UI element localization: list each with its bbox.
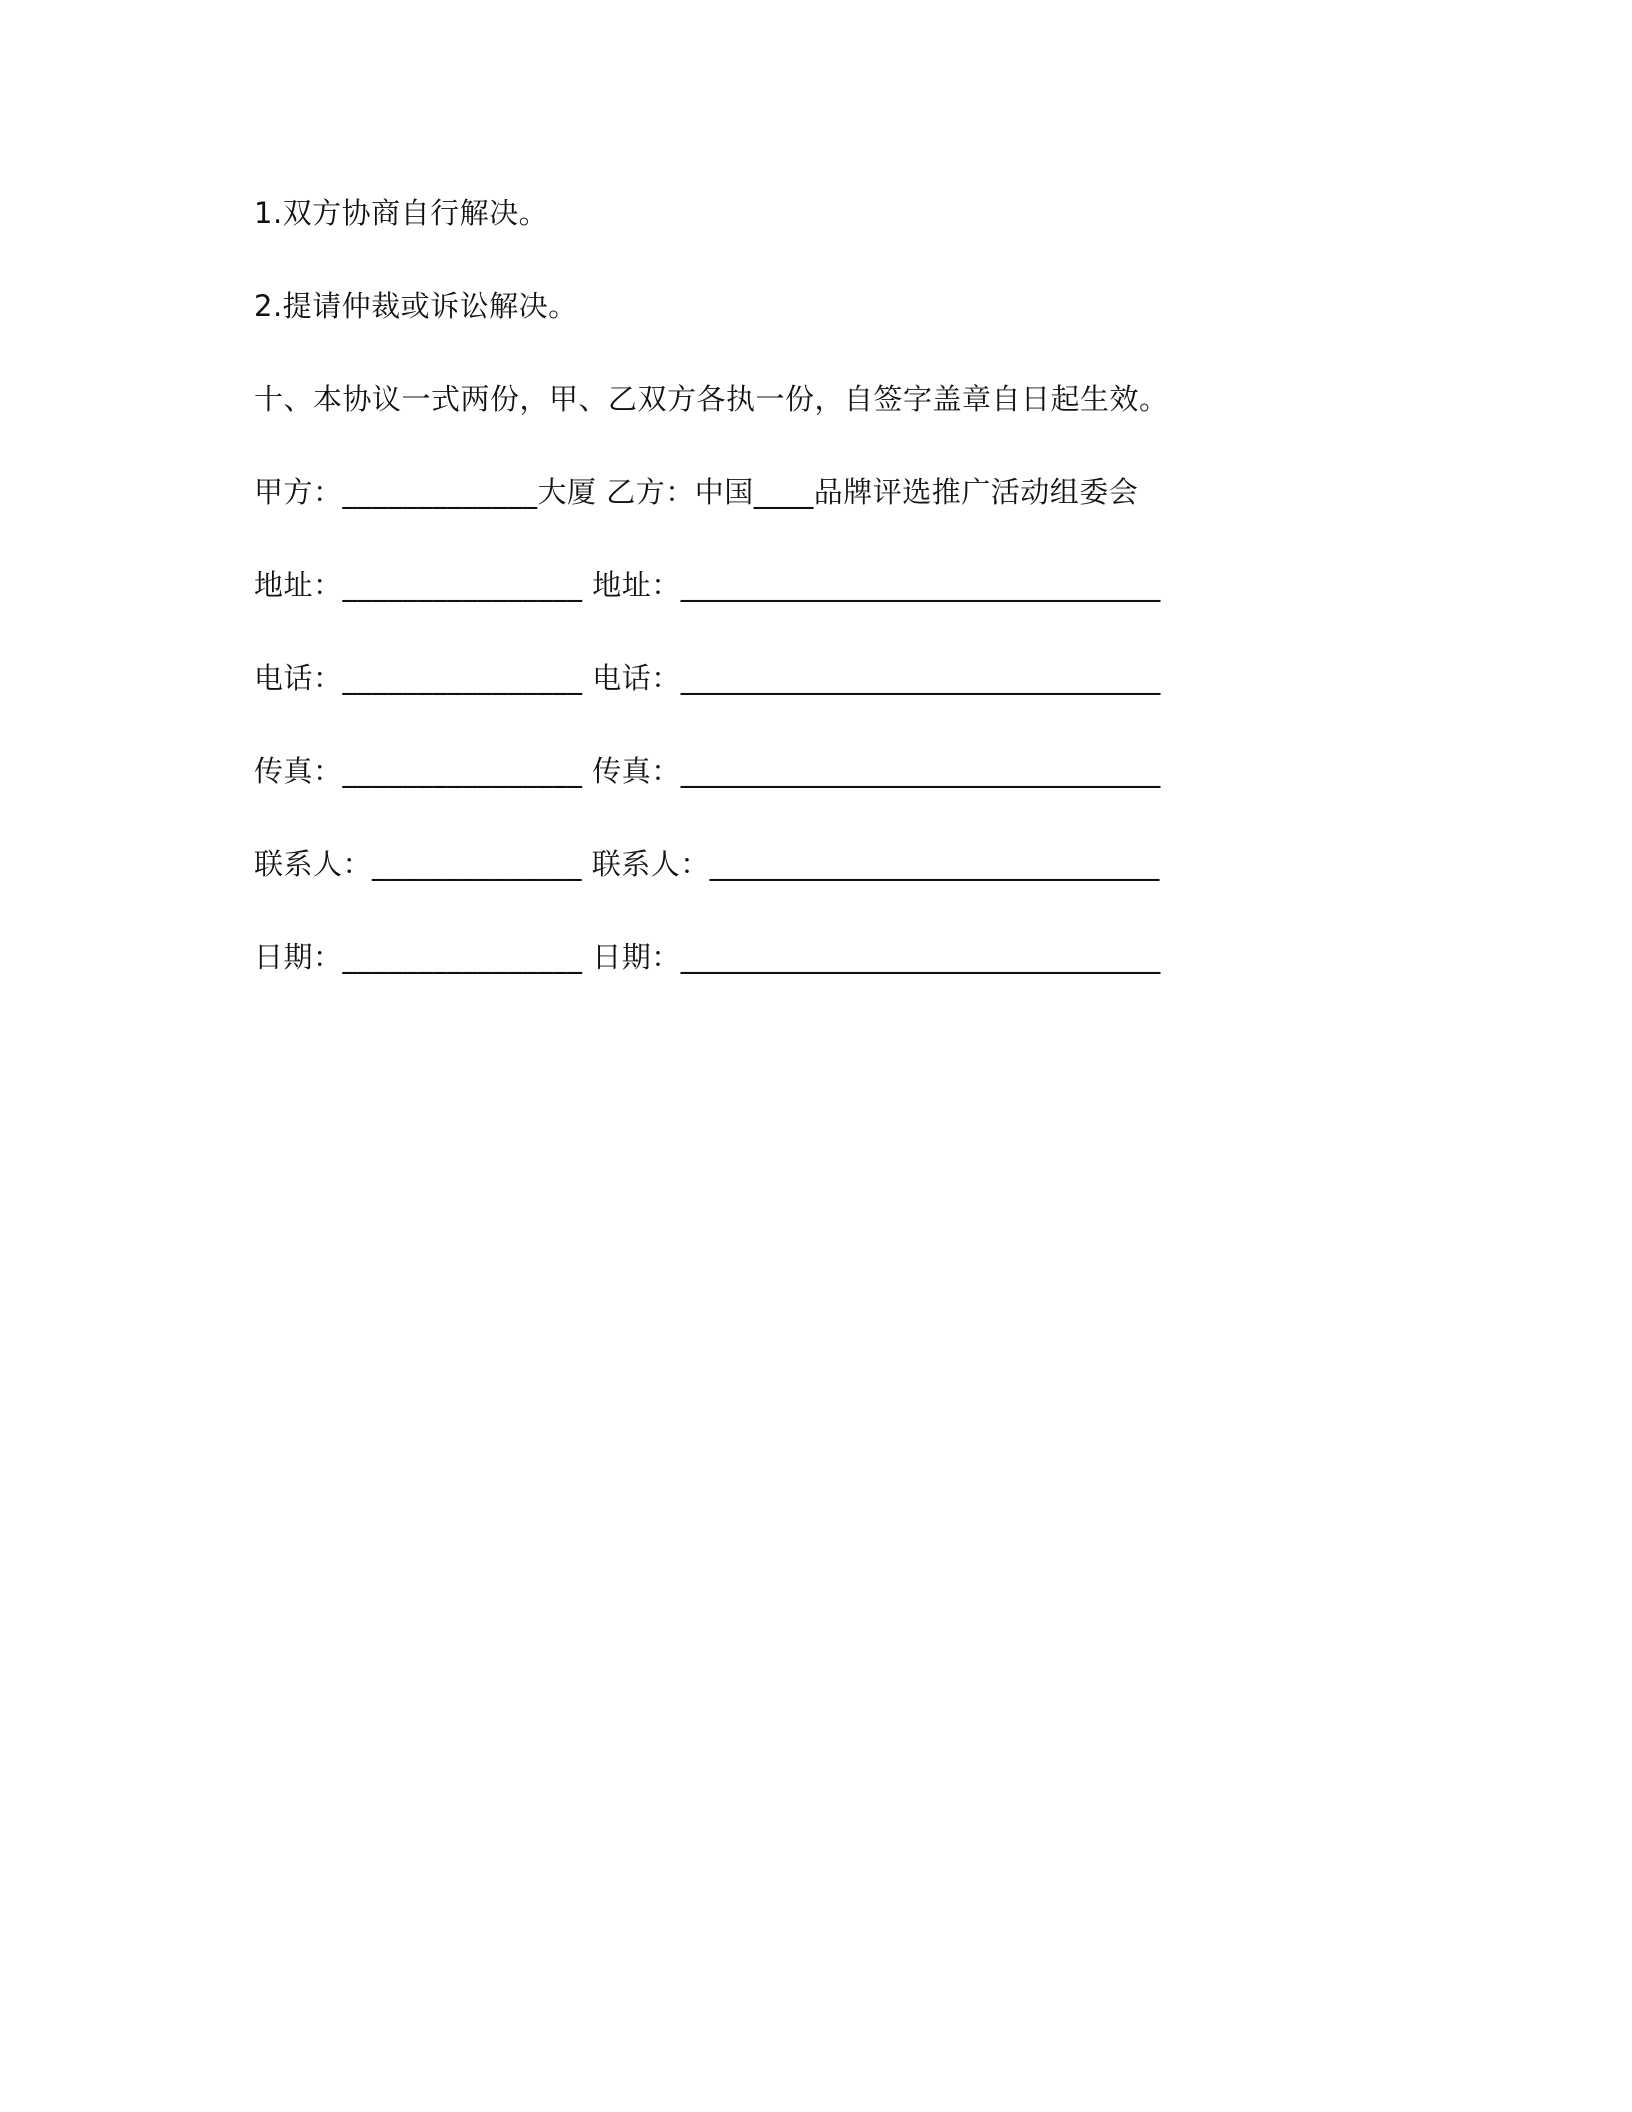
- dispute-option-2: 2.提请仲裁或诉讼解决。: [254, 289, 578, 323]
- clause-ten: 十、本协议一式两份，甲、乙双方各执一份，自签字盖章自日起生效。: [254, 382, 1169, 416]
- dispute-option-1: 1.双方协商自行解决。: [254, 196, 549, 230]
- phone-line: 电话：________________ 电话：________________________________: [254, 661, 1161, 695]
- fax-line: 传真：________________ 传真：________________________________: [254, 754, 1161, 788]
- contact-line: 联系人：______________ 联系人：______________________________: [254, 847, 1160, 881]
- date-line: 日期：________________ 日期：________________________________: [254, 940, 1161, 974]
- party-names-line: 甲方：_____________大厦 乙方：中国____品牌评选推广活动组委会: [254, 475, 1139, 509]
- address-line: 地址：________________ 地址：________________________________: [254, 568, 1161, 602]
